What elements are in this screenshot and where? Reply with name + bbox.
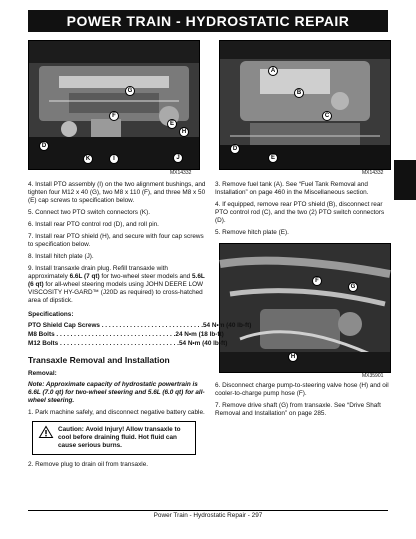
callout-h: H bbox=[288, 352, 298, 362]
callout-f: F bbox=[109, 111, 119, 121]
callout-f: F bbox=[312, 276, 322, 286]
caution-box bbox=[32, 421, 196, 455]
step-3: 3. Remove fuel tank (A). See “Fuel Tank Removal and Installation” on page 460 in the Miscellaneous section. bbox=[215, 181, 369, 196]
specifications-heading: Specifications: bbox=[28, 311, 74, 318]
figure-fuel-tank bbox=[219, 40, 391, 170]
removal-heading: Removal: bbox=[28, 370, 57, 377]
figure-pto-assembly-photo bbox=[29, 41, 199, 169]
step-6: 6. Install rear PTO control rod (D), and roll pin. bbox=[28, 221, 159, 228]
capacity-note: Note: Approximate capacity of hydrostatic powertrain is 6.6L (7.0 qt) for two-wheel steering and 5.6L (6.0 qt) for all-wheel steering. bbox=[28, 381, 205, 404]
step-6: 6. Disconnect charge pump-to-steering valve hose (H) and oil cooler-to-charge pump hose (F). bbox=[215, 382, 389, 397]
callout-b: B bbox=[294, 88, 304, 98]
right-column-bottom bbox=[215, 382, 391, 422]
callout-g: G bbox=[125, 86, 135, 96]
callout-d: D bbox=[230, 144, 240, 154]
callout-c: C bbox=[322, 111, 332, 121]
step-7: 7. Install rear PTO shield (H), and secure with four cap screws to specification below. bbox=[28, 233, 204, 248]
callout-e: E bbox=[268, 153, 278, 163]
figure-code: MX14332 bbox=[170, 170, 192, 176]
page-title: POWER TRAIN - HYDROSTATIC REPAIR bbox=[28, 10, 388, 32]
callout-d: D bbox=[39, 141, 49, 151]
section-edge-tab bbox=[394, 160, 416, 200]
step-1: 1. Park machine safely, and disconnect negative battery cable. bbox=[28, 409, 205, 416]
callout-i: I bbox=[109, 154, 119, 164]
figure-code: MX35901 bbox=[362, 373, 384, 379]
warning-triangle-icon bbox=[39, 426, 53, 438]
spec-row: PTO Shield Cap Screws . . . . . . . . . . . . . . . . . . . . . . . . . . . . . 54 N•m (40 lb-ft) bbox=[28, 322, 252, 329]
step-5: 5. Remove hitch plate (E). bbox=[215, 229, 289, 236]
figure-code: MX14332 bbox=[362, 170, 384, 176]
spec-row: M8 Bolts . . . . . . . . . . . . . . . . . . . . . . . . . . . . . . . . . . 24 N•m (18 lb-ft) bbox=[28, 331, 224, 338]
caution-text: Caution: Avoid Injury! Allow transaxle to cool before draining fluid. Hot fluid can cause serious burns. bbox=[58, 426, 181, 449]
callout-a: A bbox=[268, 66, 278, 76]
callout-k: K bbox=[83, 154, 93, 164]
figure-pto-assembly bbox=[28, 40, 200, 170]
step-4: 4. If equipped, remove rear PTO shield (B), disconnect rear PTO control rod (C), and the two (2) PTO switch connectors (D). bbox=[215, 201, 385, 224]
footer-rule bbox=[28, 510, 388, 511]
figure-drive-shaft bbox=[219, 243, 391, 373]
page-footer: Power Train - Hydrostatic Repair - 297 bbox=[153, 512, 263, 519]
step-9: 9. Install transaxle drain plug. Refill transaxle with approximately 6.6L (7 qt) for two-wheel steer models and 5.6L (6 qt) for all-wheel steering models using JOHN DEERE LOW VISCOSITY HY-GARD™ (J20D as required) to cross-hatched area of dipstick. bbox=[28, 265, 205, 304]
step-2: 2. Remove plug to drain oil from transaxle. bbox=[28, 461, 149, 468]
step-5: 5. Connect two PTO switch connectors (K). bbox=[28, 209, 151, 216]
section-heading: Transaxle Removal and Installation bbox=[28, 355, 170, 365]
callout-e: E bbox=[167, 119, 177, 129]
figure-drive-shaft-photo bbox=[220, 244, 390, 372]
figure-fuel-tank-photo bbox=[220, 41, 390, 169]
step-4: 4. Install PTO assembly (I) on the two alignment bushings, and tighten four M12 x 40 (G), two M8 x 110 (F), and three M8 x 50 (E) cap screws to specification below. bbox=[28, 181, 206, 204]
step-8: 8. Install hitch plate (J). bbox=[28, 253, 94, 260]
callout-g: G bbox=[348, 282, 358, 292]
step-7: 7. Remove drive shaft (G) from transaxle. See “Drive Shaft Removal and Installation” on page 285. bbox=[215, 402, 381, 417]
spec-row: M12 Bolts . . . . . . . . . . . . . . . . . . . . . . . . . . . . . . . . . . 54 N•m (40 lb-ft) bbox=[28, 340, 228, 347]
callout-j: J bbox=[173, 153, 183, 163]
callout-h: H bbox=[179, 127, 189, 137]
right-column-top bbox=[215, 181, 391, 241]
